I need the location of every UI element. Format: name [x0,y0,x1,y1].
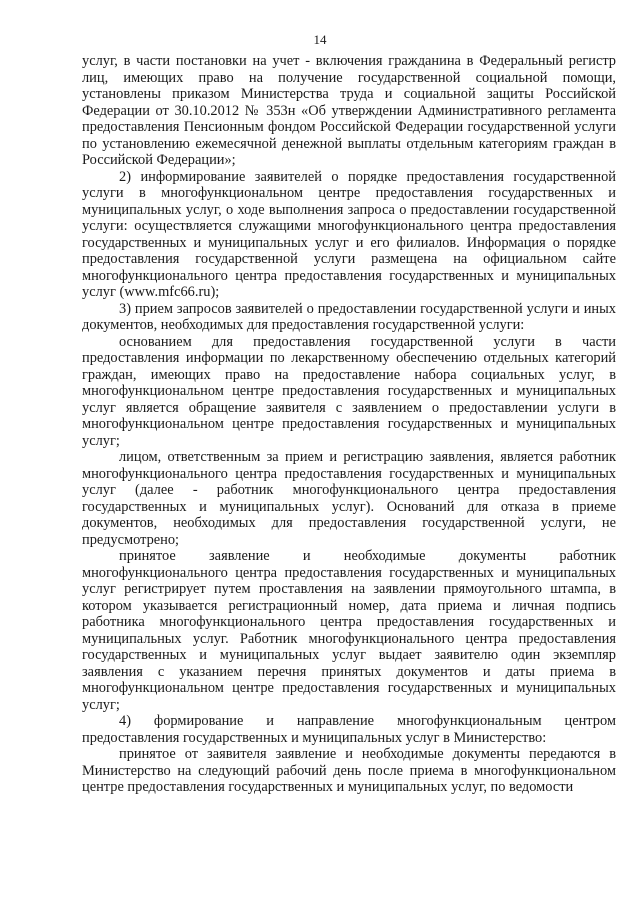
paragraph-item-4: 4) формирование и направление многофункциональным центром предоставления государственных и муниципальных услуг в Министерство: [82,713,616,746]
paragraph-item-2: 2) информирование заявителей о порядке предоставления государственной услуги в многофункциональном центре предоставления государственных и муниципальных услуг, о ходе выполнения запроса о предоставлении государственной услуги: осуществляется служащими многофункционального центра предоставления государственных и муниципальных услуг и его филиалов. Информация о порядке предоставления государственной услуги размещена на официальном сайте многофункционального центра предоставления государственных и муниципальных услуг (www.mfc66.ru); [82,168,616,300]
paragraph-responsible-person: лицом, ответственным за прием и регистрацию заявления, является работник многофункционального центра предоставления государственных и муниципальных услуг (далее - работник многофункционального центра предоставления государственных и муниципальных услуг). Оснований для отказа в приеме документов, необходимых для предоставления государственной услуги, не предусмотрено; [82,449,616,548]
paragraph-continuation: услуг, в части постановки на учет - включения гражданина в Федеральный регистр лиц, имеющих право на получение государственной социальной помощи, установлены приказом Министерства труда и социальной защиты Российской Федерации от 30.10.2012 № 353н «Об утверждении Административного регламента предоставления Пенсионным фондом Российской Федерации государственной услуги по установлению ежемесячной денежной выплаты отдельным категориям граждан в Российской Федерации»; [82,53,616,168]
paragraph-item-3: 3) прием запросов заявителей о предоставлении государственной услуги и иных документов, необходимых для предоставления государственной услуги: [82,300,616,333]
page-number: 14 [313,32,327,47]
paragraph-basis: основанием для предоставления государственной услуги в части предоставления информации по лекарственному обеспечению отдельных категорий граждан, имеющих право на предоставление набора социальных услуг, в многофункциональном центре предоставления государственных и муниципальных услуг является обращение заявителя с заявлением о предоставлении услуги в многофункциональном центре предоставления государственных и муниципальных услуг; [82,333,616,449]
document-body [82,53,616,796]
paragraph-registration: принятое заявление и необходимые документы работник многофункционального центра предоставления государственных и муниципальных услуг регистрирует путем проставления на заявлении прямоугольного штампа, в котором указывается регистрационный номер, дата приема и личная подпись работника многофункционального центра предоставления государственных и муниципальных услуг. Работник многофункционального центра предоставления государственных и муниципальных услуг выдает заявителю один экземпляр заявления с указанием перечня принятых документов и даты приема в многофункциональном центре предоставления государственных и муниципальных услуг; [82,548,616,713]
paragraph-transfer: принятое от заявителя заявление и необходимые документы передаются в Министерство на следующий рабочий день после приема в многофункциональном центре предоставления государственных и муниципальных услуг, по ведомости [82,746,616,795]
